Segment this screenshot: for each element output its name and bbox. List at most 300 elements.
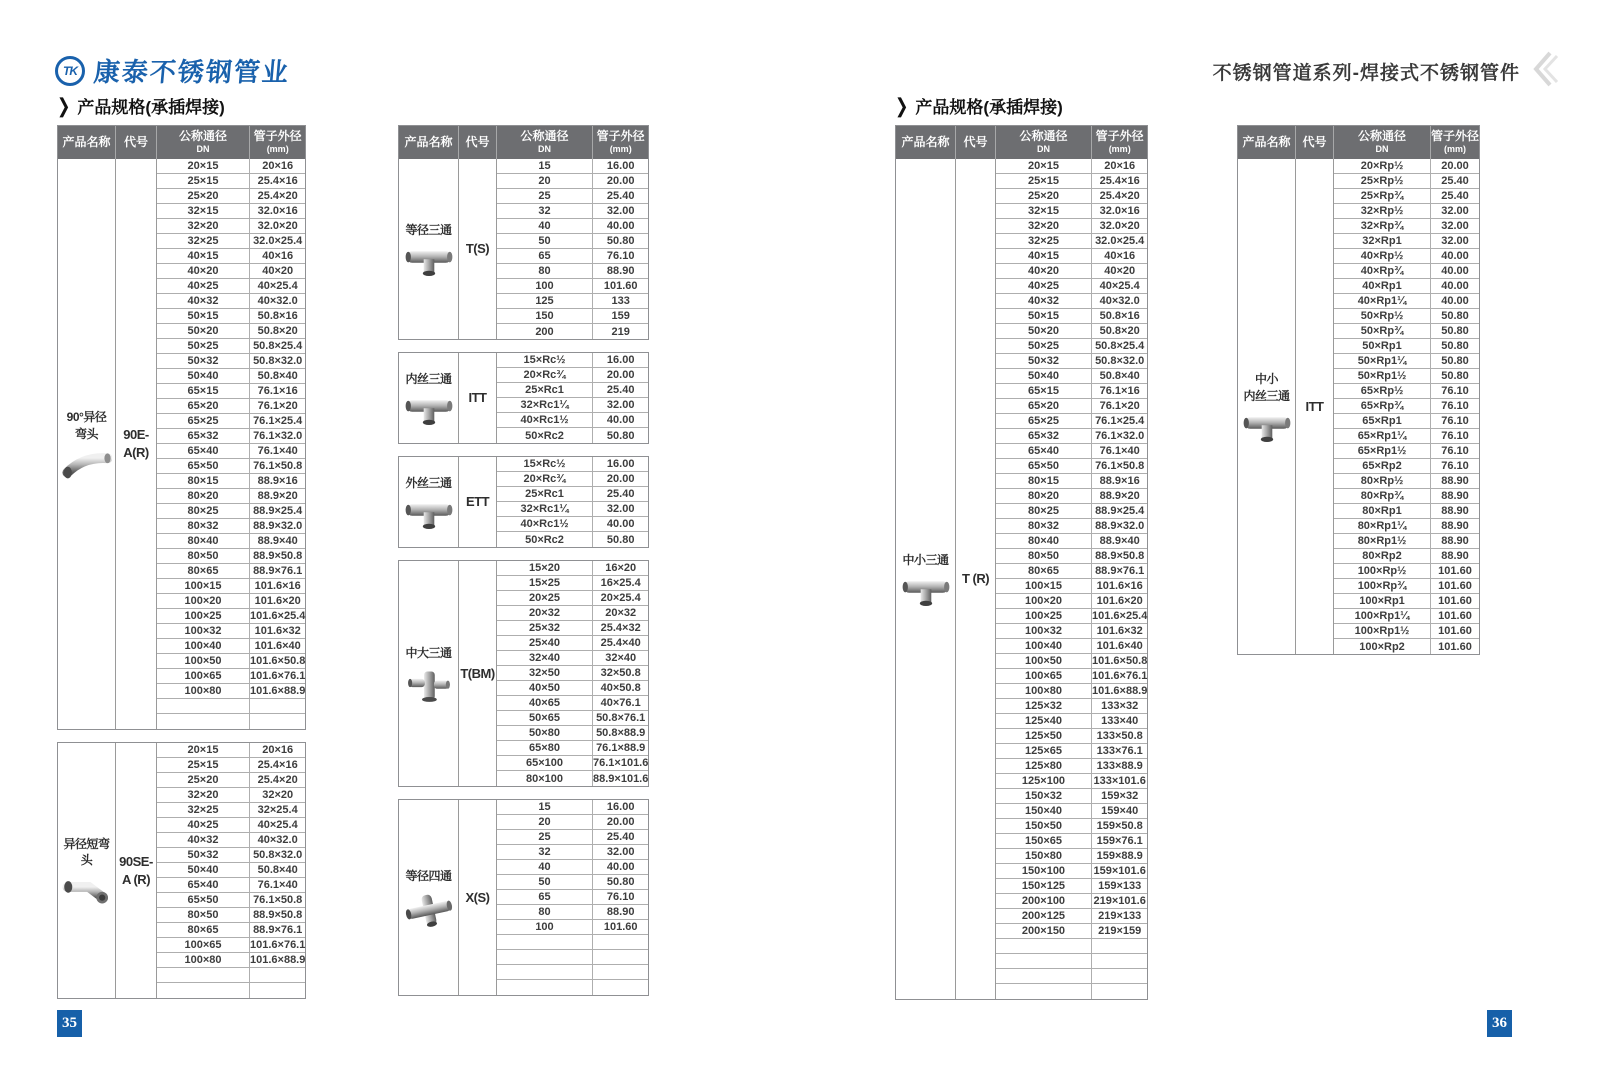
dn-value: 125×100 [996,774,1092,788]
dn-value: 20×Rc¾ [497,472,593,486]
spec-row [497,890,648,905]
dn-value: 40×25 [157,818,250,832]
spec-row [157,624,305,639]
dn-value: 40×15 [157,249,250,263]
spec-row [497,159,648,174]
od-value: 50.8×40 [257,370,298,382]
od-value: 101.60 [603,280,638,292]
dn-value: 32×Rc1¼ [497,502,593,516]
spec-row [497,681,648,696]
spec-row [157,429,305,444]
spec-row [1334,504,1479,519]
dn-value [497,980,593,995]
spec-row [497,561,648,576]
od-value: 76.1×50.8 [253,460,303,472]
dn-value: 200×150 [996,924,1092,938]
dn-value: 80×32 [157,519,250,533]
dn-value: 100×Rp2 [1334,639,1431,654]
dn-value: 65×100 [497,756,593,770]
dn-value: 100×20 [996,594,1092,608]
spec-table-C1 [895,125,1148,1000]
spec-table-B1 [398,125,649,340]
table-group-right-page-col1 [895,125,1148,1000]
od-value: 88.90 [1441,535,1469,547]
dn-value: 32×25 [157,234,250,248]
product-code: X(S) [459,800,497,995]
dn-value: 40×32 [996,294,1092,308]
dn-value: 25×20 [157,189,250,203]
spec-row [157,384,305,399]
spec-row [497,249,648,264]
spec-row [157,848,305,863]
table-body [399,159,648,339]
spec-row [157,579,305,594]
spec-row [157,234,305,249]
dn-value: 100×40 [996,639,1092,653]
col-header-dn: 公称通径 DN [1334,126,1431,159]
dn-value: 80×50 [996,549,1092,563]
od-value: 101.60 [1438,640,1472,653]
od-value: 133 [611,295,630,307]
spec-table-B2 [398,352,649,444]
od-value [1092,939,1147,953]
od-value: 50.8×40 [257,864,298,876]
brand-logo [55,52,290,89]
spec-rows [497,561,648,786]
od-value: 133×76.1 [1096,745,1143,757]
elbow-short-fitting-icon [62,876,112,905]
spec-row [497,487,648,502]
spec-row [497,189,648,204]
spec-row [157,818,305,833]
spec-row [497,875,648,890]
dn-value: 20×Rc¾ [497,368,593,382]
od-value: 101.6×32 [1096,625,1143,637]
spec-row [996,279,1147,294]
spec-row [157,594,305,609]
dn-value: 65×50 [157,893,250,907]
od-value [1092,954,1147,968]
table-header-row [1238,126,1479,159]
dn-value: 65×Rp½ [1334,384,1431,398]
spec-row [996,294,1147,309]
od-value [250,714,305,729]
spec-row [996,519,1147,534]
spec-row [497,353,648,368]
dn-value: 65×20 [996,399,1092,413]
spec-row [996,864,1147,879]
od-value: 159×76.1 [1096,835,1143,847]
od-value: 50.8×88.9 [596,727,646,739]
dn-value: 100×Rp½ [1334,564,1431,578]
dn-value: 100×32 [996,624,1092,638]
od-value: 40.00 [606,518,635,530]
od-value: 32.00 [606,399,635,411]
dn-value: 65×Rp1¼ [1334,429,1431,443]
dn-value: 20×15 [157,743,250,757]
spec-row [157,369,305,384]
col-header-product-name: 产品名称 [399,126,459,159]
od-value: 159×50.8 [1096,820,1143,832]
dn-value: 50×15 [996,309,1092,323]
spec-row [1334,204,1479,219]
spec-row [157,219,305,234]
od-value: 76.10 [1441,445,1469,457]
spec-row [1334,624,1479,639]
col-header-od: 管子外径 (mm) [1431,129,1480,155]
spec-row [996,534,1147,549]
col-header-od: 管子外径 (mm) [253,129,302,155]
dn-value: 65×50 [996,459,1092,473]
od-value: 25.4×20 [257,190,298,202]
dn-value: 80×40 [157,534,250,548]
product-name-cell [399,800,459,995]
spec-row [1334,489,1479,504]
od-value: 159×32 [1101,790,1139,802]
od-value: 76.1×16 [1099,385,1140,397]
od-value: 25.4×16 [1099,175,1140,187]
dn-value: 50×32 [996,354,1092,368]
spec-row [497,502,648,517]
dn-value [157,968,250,982]
table-body [1238,159,1479,654]
product-name-cell [58,743,116,998]
od-value: 40×16 [262,250,294,262]
dn-value: 20×Rp½ [1334,159,1431,173]
tee-mid-fitting-icon [406,669,452,702]
dn-value [996,969,1092,983]
product-name-cell [896,159,956,999]
dn-value: 100×80 [157,684,250,698]
spec-row [157,264,305,279]
od-value: 76.1×101.6 [593,757,649,769]
dn-value: 150×65 [996,834,1092,848]
col-header-code: 代号 [116,126,157,159]
dn-value: 80×32 [996,519,1092,533]
table-group-right-page-col2 [1237,125,1480,655]
spec-row [497,591,648,606]
spec-row [1334,564,1479,579]
dn-value: 32×50 [497,666,593,680]
product-code: T(BM) [459,561,497,786]
dn-value [157,714,250,729]
od-value: 50.8×40 [1099,370,1140,382]
dn-value: 100×80 [996,684,1092,698]
spec-row [157,908,305,923]
spec-row [996,939,1147,954]
dn-value: 80×20 [996,489,1092,503]
dn-value: 25×15 [157,174,250,188]
spec-row [1334,159,1479,174]
dn-value [996,984,1092,999]
dn-value: 32 [497,204,593,218]
od-value [593,980,648,995]
dn-value: 125×40 [996,714,1092,728]
dn-value: 65×40 [996,444,1092,458]
spec-row [1334,264,1479,279]
tee-fitting-icon [404,395,454,425]
spec-row [1334,249,1479,264]
spec-row [497,472,648,487]
spec-row [1334,324,1479,339]
brand-logo-text: 康泰不锈钢管业 [92,57,292,87]
spec-row [497,741,648,756]
od-value: 101.60 [1438,580,1472,592]
brand-logo-icon: TK [55,56,85,86]
dn-value: 100×Rp1¼ [1334,609,1431,623]
od-value: 101.60 [1438,625,1472,637]
dn-value: 100×50 [157,654,250,668]
od-value: 50.8×32.0 [253,849,303,861]
od-value: 159×133 [1098,880,1142,892]
dn-value: 40×Rc1½ [497,413,593,427]
spec-row [996,204,1147,219]
spec-row [1334,549,1479,564]
od-value: 40×32.0 [1099,295,1140,307]
spec-row [497,636,648,651]
od-value: 40×25.4 [1099,280,1140,292]
od-value [593,935,648,949]
spec-row [157,339,305,354]
dn-value: 150×50 [996,819,1092,833]
od-value: 20.00 [606,816,635,828]
dn-value: 65×25 [157,414,250,428]
spec-row [996,384,1147,399]
spec-row [1334,414,1479,429]
spec-row [157,549,305,564]
dn-value: 100 [497,920,593,934]
dn-value: 40×32 [157,833,250,847]
dn-value: 20×15 [157,159,250,173]
od-value: 88.9×40 [1099,535,1140,547]
spec-row [996,594,1147,609]
dn-value: 25×Rc1 [497,487,593,501]
od-value: 88.9×76.1 [1095,565,1145,577]
dn-value: 65×32 [157,429,250,443]
od-value: 133×101.6 [1093,775,1146,787]
od-value: 101.6×50.8 [250,655,306,667]
dn-value: 100×20 [157,594,250,608]
dn-value: 25 [497,830,593,844]
dn-value: 40×15 [996,249,1092,263]
dn-value: 20×32 [497,606,593,620]
dn-value [996,954,1092,968]
section-arrow-icon: ❯ [895,95,909,117]
dn-value: 80×25 [157,504,250,518]
dn-value: 50×32 [157,848,250,862]
spec-table-A2 [57,742,306,999]
product-name-cell [399,159,459,339]
od-value: 25.40 [606,488,635,500]
spec-rows [157,743,305,998]
spec-rows [497,800,648,995]
spec-row [1334,369,1479,384]
od-value: 32.0×16 [257,205,298,217]
spec-row [1334,459,1479,474]
od-value: 32.00 [606,205,635,217]
spec-row [497,666,648,681]
dn-value: 50×40 [157,369,250,383]
od-value: 101.6×16 [254,580,301,592]
spec-row [996,249,1147,264]
product-code: 90SE- A (R) [116,743,157,998]
dn-value: 125 [497,294,593,308]
od-value: 88.90 [606,265,635,277]
od-value: 76.1×25.4 [1095,415,1145,427]
spec-row [157,294,305,309]
spec-row [996,909,1147,924]
od-value [593,965,648,979]
od-value: 32.0×25.4 [1095,235,1145,247]
col-header-code: 代号 [459,126,497,159]
od-value: 76.10 [606,250,635,262]
page-number-badge-left: 35 [57,1010,82,1037]
spec-row [497,294,648,309]
spec-row [497,413,648,428]
od-value: 88.9×50.8 [253,550,303,562]
dn-value: 200×100 [996,894,1092,908]
dn-value: 20 [497,815,593,829]
od-value: 88.90 [1441,550,1469,562]
double-chevron-icon [1528,50,1558,93]
spec-row [1334,594,1479,609]
dn-value: 80 [497,905,593,919]
tee-fitting-icon [404,499,454,529]
od-value: 25.4×16 [257,175,298,187]
tee-fitting-icon [1242,412,1292,442]
table-body [58,159,305,729]
dn-value: 40×25 [157,279,250,293]
spec-row [157,534,305,549]
product-name-cell [399,561,459,786]
spec-rows [497,159,648,339]
spec-row [996,609,1147,624]
spec-row [996,984,1147,999]
spec-row [996,369,1147,384]
od-value: 16.00 [606,458,635,470]
dn-value: 32×20 [157,788,250,802]
spec-row [497,576,648,591]
product-name-cell [399,353,459,443]
dn-value: 100×Rp1½ [1334,624,1431,638]
od-value: 25.40 [606,384,635,396]
od-value: 101.6×16 [1096,580,1143,592]
spec-row [157,459,305,474]
spec-row [157,474,305,489]
dn-value: 50 [497,234,593,248]
dn-value: 65×Rp1 [1334,414,1431,428]
od-value: 76.1×20 [257,400,298,412]
od-value: 50.8×32.0 [253,355,303,367]
spec-row [157,174,305,189]
dn-value: 80×Rp¾ [1334,489,1431,503]
spec-row [996,624,1147,639]
spec-row [996,714,1147,729]
spec-row [157,159,305,174]
spec-row [497,771,648,786]
spec-row [497,204,648,219]
spec-row [1334,219,1479,234]
dn-value: 50×Rp½ [1334,309,1431,323]
series-title: 不锈钢管道系列-焊接式不锈钢管件 [1212,63,1520,84]
dn-value: 100×15 [157,579,250,593]
od-value: 50.80 [606,533,635,546]
spec-row [497,756,648,771]
od-value: 88.9×50.8 [253,909,303,921]
table-body [896,159,1147,999]
od-value: 76.10 [1441,460,1469,472]
dn-value: 100×25 [157,609,250,623]
product-name: 外丝三通 [405,475,452,490]
od-value: 101.6×88.9 [250,954,306,966]
spec-row [157,699,305,714]
od-value: 25.40 [606,190,635,202]
dn-value: 20×15 [996,159,1092,173]
dn-value: 40×Rp¾ [1334,264,1431,278]
od-value: 32×25.4 [257,804,298,816]
dn-value: 65×Rp2 [1334,459,1431,473]
od-value: 88.9×20 [257,490,298,502]
spec-row [497,428,648,443]
spec-row [157,803,305,818]
od-value: 88.9×16 [1099,475,1140,487]
dn-value: 80×65 [157,923,250,937]
od-value: 32×50.8 [600,667,641,679]
spec-row [497,905,648,920]
product-name: 中小 内丝三通 [1243,372,1290,403]
dn-value: 32×25 [157,803,250,817]
dn-value: 40 [497,219,593,233]
dn-value: 40 [497,860,593,874]
spec-row [157,309,305,324]
dn-value: 100×65 [157,938,250,952]
spec-row [996,954,1147,969]
dn-value: 80×Rp1 [1334,504,1431,518]
od-value: 50.8×25.4 [253,340,303,352]
spec-rows [497,457,648,547]
dn-value: 32×20 [157,219,250,233]
spec-row [157,324,305,339]
table-header-row [896,126,1147,159]
od-value [250,983,305,998]
od-value: 40×50.8 [600,682,641,694]
od-value: 76.10 [1441,430,1469,442]
dn-value: 80×Rp1½ [1334,534,1431,548]
section-title-text: 产品规格(承插焊接) [915,98,1063,117]
dn-value: 80×100 [497,771,593,786]
dn-value: 80×40 [996,534,1092,548]
dn-value: 32×Rp½ [1334,204,1431,218]
od-value: 50.8×25.4 [1095,340,1145,352]
dn-value: 40×Rp1¼ [1334,294,1431,308]
col-header-product-name: 产品名称 [1238,126,1296,159]
spec-table-B3 [398,456,649,548]
od-value: 88.9×32.0 [1095,520,1145,532]
spec-rows [497,353,648,443]
product-name: 等径三通 [405,222,452,237]
od-value: 25.4×40 [600,637,641,649]
spec-row [497,935,648,950]
dn-value [157,983,250,998]
spec-row [996,339,1147,354]
dn-value: 100×15 [996,579,1092,593]
spec-row [157,968,305,983]
spec-row [497,696,648,711]
od-value: 76.1×25.4 [253,415,303,427]
od-value: 88.90 [1441,505,1469,517]
spec-row [996,354,1147,369]
od-value: 76.1×32.0 [253,430,303,442]
